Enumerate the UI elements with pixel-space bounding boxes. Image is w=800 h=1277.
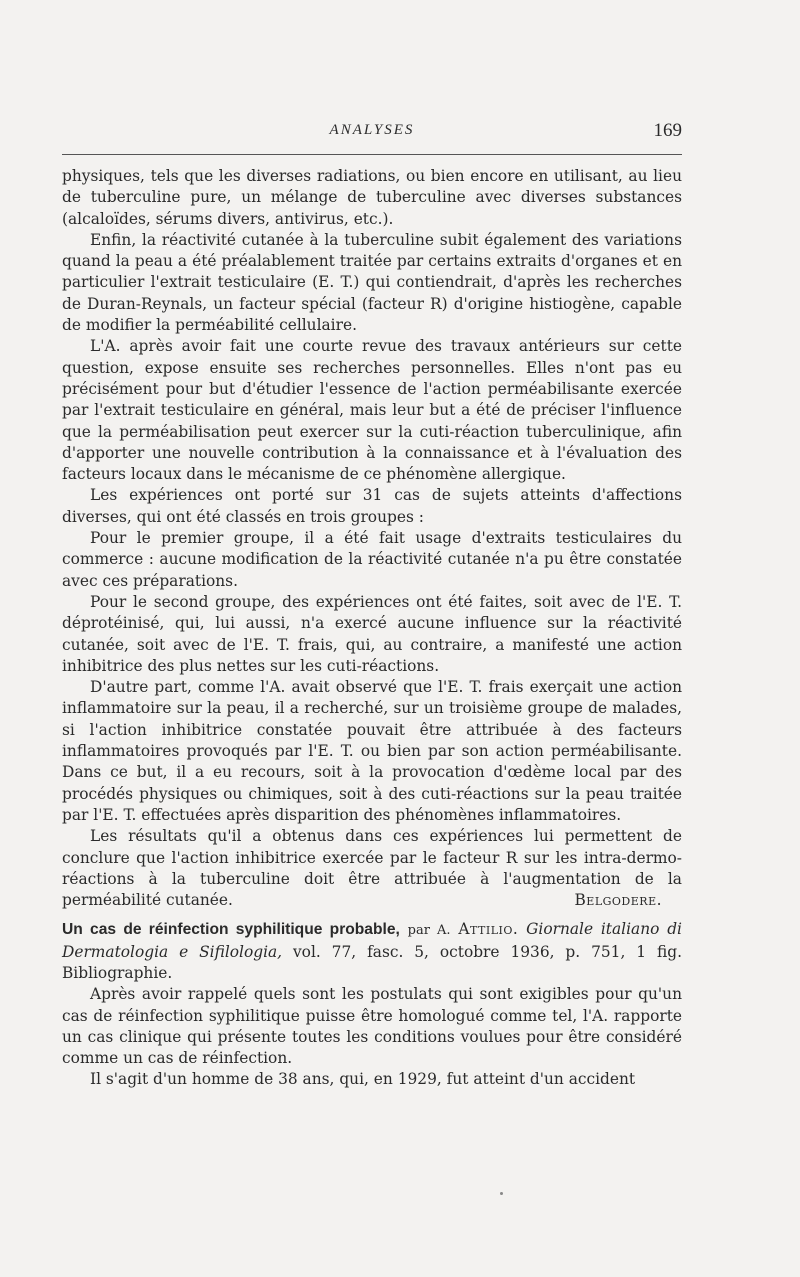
paragraph: Pour le premier groupe, il a été fait usage d'extraits testiculaires du commerce : aucune modification de la réactivité cutanée n'a pu être constatée avec ces préparations.	[62, 529, 682, 590]
final-paragraph-block	[62, 826, 682, 911]
dust-speck	[500, 1192, 503, 1195]
paragraph: physiques, tels que les diverses radiations, ou bien encore en utilisant, au lieu de tuberculine pure, un mélange de tuberculine avec diverses substances (alcaloïdes, sérums divers, antivirus, etc.).	[62, 167, 682, 228]
running-title: ANALYSES	[329, 122, 415, 138]
paragraph-text: Les résultats qu'il a obtenus dans ces expériences lui permettent de conclure que l'action inhibitrice exercée par le facteur R sur les intra-dermo-réactions à la tuberculine doit être attribuée à l'augmentation de la perméabilité cutanée.	[62, 827, 682, 910]
paragraph: Enfin, la réactivité cutanée à la tuberculine subit également des variations quand la peau a été préalablement traitée par certains extraits d'organes et en particulier l'extrait testiculaire (E. T.) qui contiendrait, d'après les recherches de Duran-Reynals, un facteur spécial (facteur R) d'origine histiogène, capable de modifier la perméabilité cellulaire.	[62, 230, 682, 335]
reviewer-signature: Belgodere.	[574, 891, 662, 910]
paragraph	[62, 826, 682, 911]
paragraph: D'autre part, comme l'A. avait observé que l'E. T. frais exerçait une action inflammatoire sur la peau, il a recherché, sur un troisième groupe de malades, si l'action inhibitrice constatée pouvait être attribuée à des facteurs inflammatoires provoqués par l'E. T. ou bien par son action perméabilisante. Dans ce but, il a eu recours, soit à la provocation d'œdème local par des procédés physiques ou chimiques, soit à des cuti-réactions sur la peau traitée par l'E. T. effectuées après disparition des phénomènes inflammatoires.	[62, 678, 682, 824]
article-title: Un cas de réinfection syphilitique probable,	[62, 921, 400, 939]
author-prefix: par A.	[407, 923, 451, 939]
page-number: 169	[653, 120, 682, 141]
paragraph: L'A. après avoir fait une courte revue des travaux antérieurs sur cette question, expose ensuite ses recherches personnelles. Elles n'ont pas eu précisément pour but d'étudier l'essence de l'action perméabilisante exercée par l'extrait testiculaire en général, mais leur but a été de préciser l'influence que la perméabilisation peut exercer sur la cuti-réaction tuberculinique, afin d'apporter une nouvelle contribution à la connaissance et à l'évaluation des facteurs locaux dans le mécanisme de ce phénomène allergique.	[62, 337, 682, 484]
body-text	[62, 166, 682, 1091]
paragraph: Les expériences ont porté sur 31 cas de sujets atteints d'affections diverses, qui ont été classés en trois groupes :	[62, 486, 682, 526]
citation: vol. 77, fasc. 5, octobre 1936, p. 751, 1 fig. Bibliographie.	[62, 942, 682, 982]
paragraph: Après avoir rappelé quels sont les postulats qui sont exigibles pour qu'un cas de réinfection syphilitique puisse être homologué comme tel, l'A. rapporte un cas clinique qui présente toutes les conditions voulues pour être considéré comme un cas de réinfection.	[62, 985, 682, 1068]
paragraph: Il s'agit d'un homme de 38 ans, qui, en 1929, fut atteint d'un accident	[90, 1070, 636, 1089]
running-head	[62, 120, 682, 144]
article-author: Attilio.	[458, 920, 519, 939]
header-rule	[62, 154, 682, 155]
article-heading	[62, 919, 682, 984]
paragraph: Pour le second groupe, des expériences ont été faites, soit avec de l'E. T. déprotéinisé, qui, lui aussi, n'a exercé aucune influence sur la réactivité cutanée, soit avec de l'E. T. frais, qui, au contraire, a manifesté une action inhibitrice des plus nettes sur les cuti-réactions.	[62, 592, 682, 675]
journal-name: Giornale italiano di Dermatologia e Sifilologia,	[62, 920, 682, 961]
